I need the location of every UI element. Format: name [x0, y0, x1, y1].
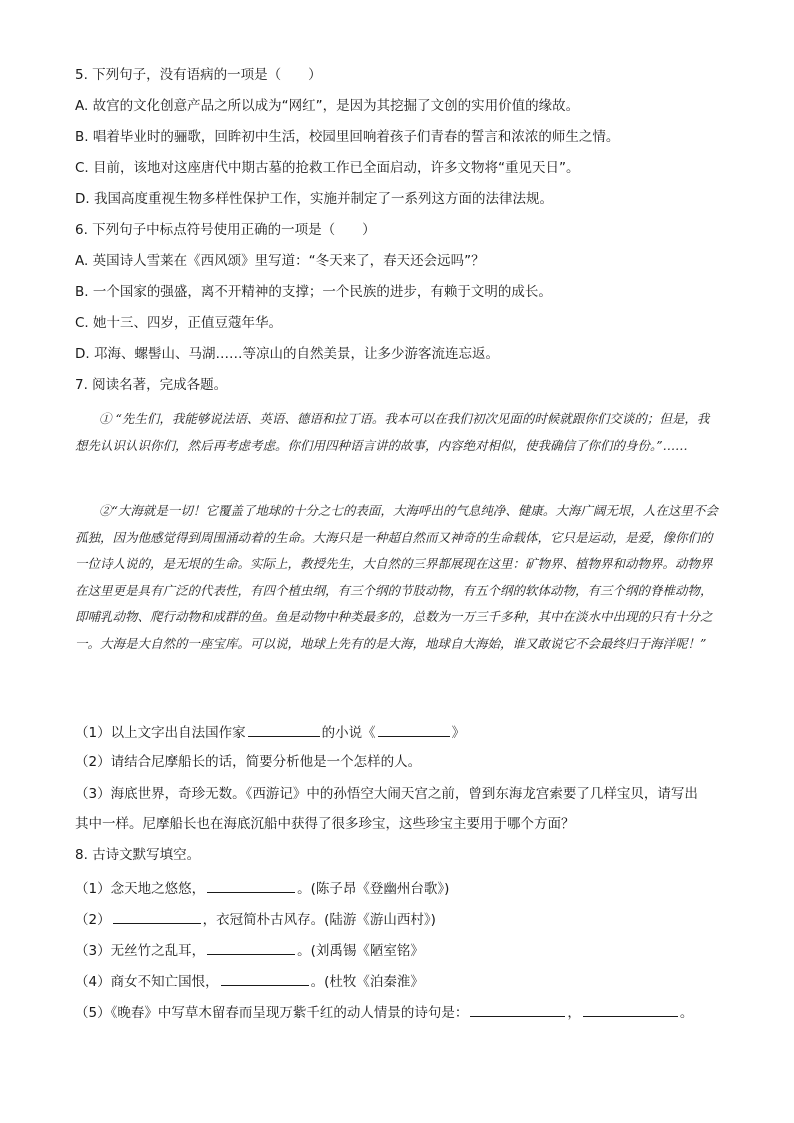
q7-sub1-text-a: （1）以上文字出自法国作家 — [75, 725, 246, 741]
q8-item-5-text-c: 。 — [679, 1005, 694, 1021]
q8-item-2-text-a: （2） — [75, 912, 111, 928]
q8-item-2 — [75, 909, 436, 929]
q8-item-5-text-a: （5）《晚春》中写草木留春而呈现万紫千红的动人情景的诗句是： — [75, 1005, 469, 1021]
q8-item-3-text-a: （3）无丝竹之乱耳， — [75, 943, 206, 959]
q5-option-c: C. 目前，该地对这座唐代中期古墓的抢救工作已全面启动，许多文物将“重见天日”。 — [75, 160, 580, 176]
q8-item-1-text-a: （1）念天地之悠悠， — [75, 881, 206, 897]
q8-item-3 — [75, 940, 424, 960]
q8-stem: 8. 古诗文默写填空。 — [75, 847, 201, 863]
q8-item-4-text-a: （4）商女不知亡国恨， — [75, 974, 219, 990]
q8-item-5-text-b: ， — [567, 1005, 581, 1021]
q6-option-c: C. 她十三、四岁，正值豆蔻年华。 — [75, 315, 283, 331]
q8-item-1-blank[interactable] — [207, 878, 295, 893]
q6-option-d: D. 邛海、螺髻山、马湖……等凉山的自然美景，让多少游客流连忘返。 — [75, 346, 499, 362]
q8-item-3-text-b: 。(刘禹锡《陋室铭》 — [297, 943, 424, 959]
q7-sub1 — [75, 722, 465, 742]
q8-item-4-blank[interactable] — [221, 971, 309, 986]
q5-stem: 5. 下列句子，没有语病的一项是（ ） — [75, 67, 322, 83]
q6-option-a: A. 英国诗人雪莱在《西风颂》里写道：“冬天来了，春天还会远吗”？ — [75, 253, 485, 269]
q8-item-5-blank-1[interactable] — [470, 1002, 565, 1017]
q7-sub2: （2）请结合尼摩船长的话，简要分析他是一个怎样的人。 — [75, 754, 422, 770]
q6-stem: 6. 下列句子中标点符号使用正确的一项是（ ） — [75, 222, 376, 238]
q7-sub1-text-c: 》 — [451, 725, 466, 741]
q5-option-b: B. 唱着毕业时的骊歌，回眸初中生活，校园里回响着孩子们青春的誓言和浓浓的师生之情。 — [75, 129, 620, 145]
q7-stem: 7. 阅读名著，完成各题。 — [75, 377, 228, 393]
q7-sub1-title-blank[interactable] — [378, 722, 450, 737]
q8-item-2-blank[interactable] — [113, 909, 201, 924]
q5-option-d: D. 我国高度重视生物多样性保护工作，实施并制定了一系列这方面的法律法规。 — [75, 191, 553, 207]
q8-item-5-blank-2[interactable] — [583, 1002, 678, 1017]
q8-item-4 — [75, 971, 424, 991]
q7-passage-1-text: ① “先生们，我能够说法语、英语、德语和拉丁语。我本可以在我们初次见面的时候就跟你们交谈的；但是，我想先认识认识你们，然后再考虑考虑。你们用四种语言讲的故事，内容绝对相似，使我确信了你们的身份。”…… — [75, 411, 710, 453]
q7-sub3-line1: （3）海底世界，奇珍无数。《西游记》中的孙悟空大闹天宫之前，曾到东海龙宫索要了几样宝贝，请写出 — [75, 786, 698, 802]
q6-option-b: B. 一个国家的强盛，离不开精神的支撑；一个民族的进步，有赖于文明的成长。 — [75, 284, 552, 300]
q5-option-a: A. 故宫的文化创意产品之所以成为“网红”，是因为其挖掘了文创的实用价值的缘故。 — [75, 98, 580, 114]
q8-item-5 — [75, 1002, 693, 1022]
q7-sub3-line2: 其中一样。尼摩船长也在海底沉船中获得了很多珍宝，这些珍宝主要用于哪个方面？ — [75, 816, 575, 832]
q8-item-1 — [75, 878, 449, 898]
q7-sub1-author-blank[interactable] — [248, 722, 320, 737]
q8-item-2-text-b: ，衣冠简朴古风存。(陆游《游山西村》) — [202, 912, 436, 928]
q8-item-1-text-b: 。(陈子昂《登幽州台歌》) — [297, 881, 450, 897]
q8-item-4-text-b: 。(杜牧《泊秦淮》 — [310, 974, 424, 990]
q7-sub1-text-b: 的小说《 — [321, 725, 376, 741]
q7-passage-2 — [75, 498, 720, 657]
q7-passage-1 — [75, 406, 720, 459]
q7-passage-2-text: ②“大海就是一切！它覆盖了地球的十分之七的表面，大海呼出的气息纯净、健康。大海广阔无垠，人在这里不会孤独，因为他感觉得到周围涌动着的生命。大海只是一种超自然而又神奇的生命载体，它只是运动，是爱，像你们的一位诗人说的，是无垠的生命。实际上，教授先生，大自然的三界都展现在这里：矿物界、植物界和动物界。动物界在这里更是具有广泛的代表性，有四个植虫纲，有三个纲的节肢动物，有五个纲的软体动物，有三个纲的脊椎动物，即哺乳动物、爬行动物和成群的鱼。鱼是动物中种类最多的，总数为一万三千多种，其中在淡水中出现的只有十分之一。大海是大自然的一座宝库。可以说，地球上先有的是大海，地球自大海始，谁又敢说它不会最终归于海洋呢！” — [75, 503, 718, 651]
q8-item-3-blank[interactable] — [207, 940, 295, 955]
